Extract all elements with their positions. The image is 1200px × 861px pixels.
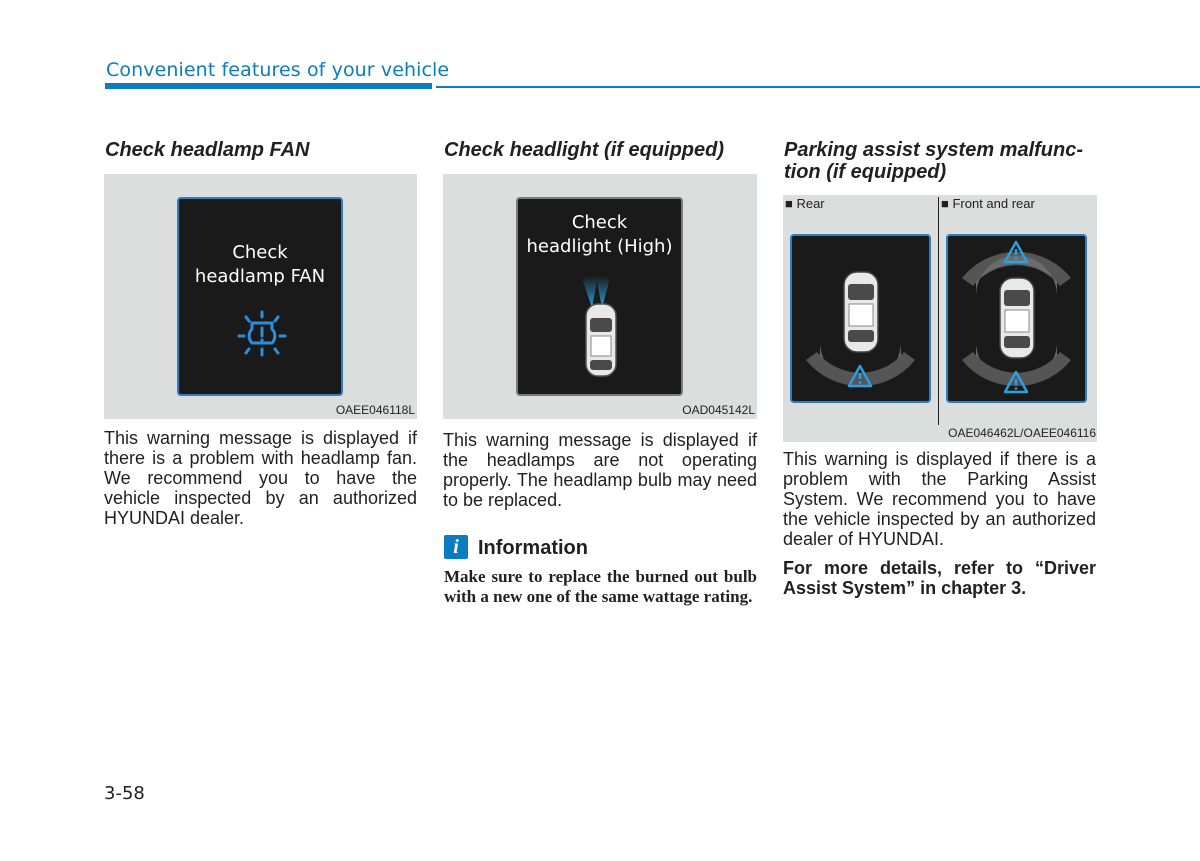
reference-note: For more details, refer to “Driver Assist System” in chapter 3. [783,558,1096,598]
figure-code: OAE046462L/OAEE046116 [948,426,1096,440]
car-front-rear-sensor-icon [948,236,1085,401]
display-line-1: Check [571,212,628,233]
figure-code: OAEE046118L [335,403,415,417]
display-line-2: headlight (High) [526,236,673,257]
car-rear-sensor-icon [792,236,929,401]
header-rule-thin [436,86,1200,88]
figure-headlight [443,174,757,419]
body-paragraph: This warning is displayed if there is a problem with the Parking Assist System. We recommend you to have the vehicle inspected by an authorized dealer of HYUNDAI. [783,449,1096,549]
legend-front-rear: ■ Front and rear [941,196,1035,211]
figure-code: OAD045142L [682,403,755,417]
section-title: Check headlight (if equipped) [444,139,725,161]
car-headlight-icon [570,274,630,384]
figure-parking-assist [783,195,1097,442]
running-header: Convenient features of your vehicle [106,59,450,81]
section-title-line-2: tion (if equipped) [784,161,947,183]
figure-headlamp-fan [104,174,417,419]
cluster-display [516,197,683,396]
body-paragraph: This warning message is displayed if there is a problem with headlamp fan. We recommend you to have the vehicle inspected by an authorized HYUNDAI dealer. [104,428,417,528]
page-number: 3-58 [104,783,145,804]
cluster-display [177,197,343,396]
section-title: Check headlamp FAN [105,139,310,161]
section-title-line-1: Parking assist system malfunc- [784,139,1084,161]
information-text: Make sure to replace the burned out bulb with a new one of the same wattage rating. [444,567,757,606]
information-title: Information [478,537,588,559]
headlamp-warning-icon [237,309,287,357]
header-rule-thick [105,83,432,89]
figure-divider [938,197,939,425]
display-line-1: Check [232,242,288,263]
legend-rear: ■ Rear [785,196,825,211]
display-rear [790,234,931,403]
body-paragraph: This warning message is displayed if the headlamps are not operating properly. The headlamp bulb may need to be replaced. [443,430,757,510]
information-icon: i [444,535,468,559]
display-line-2: headlamp FAN [194,266,326,287]
display-front-rear [946,234,1087,403]
